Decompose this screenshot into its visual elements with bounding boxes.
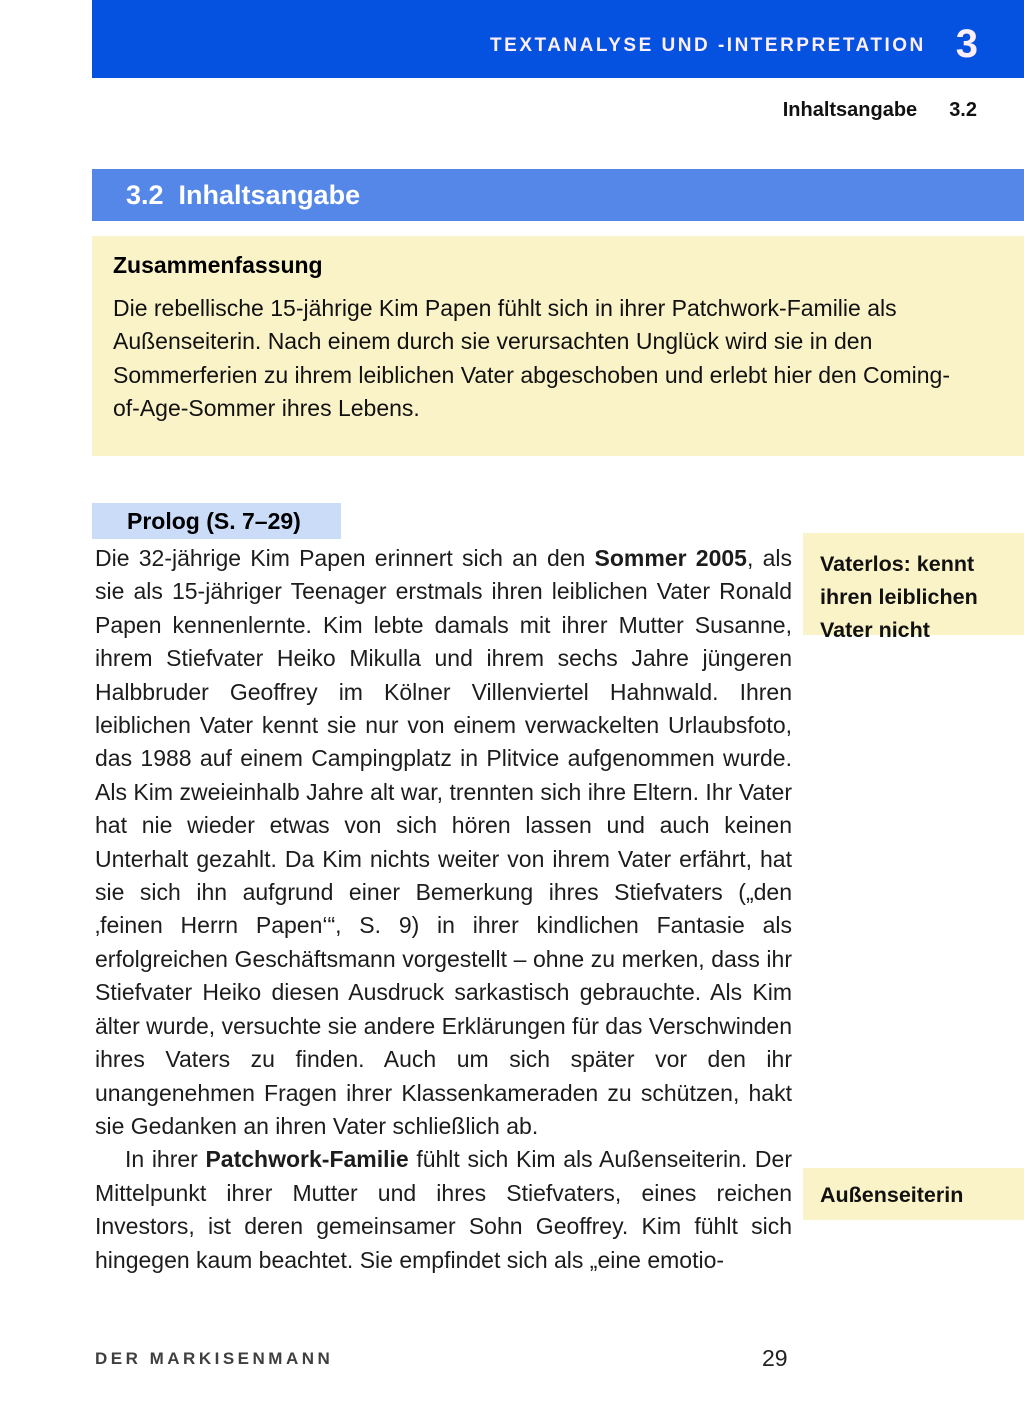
subsection-label-prolog: Prolog (S. 7–29) xyxy=(92,503,341,539)
chapter-number: 3 xyxy=(955,21,978,66)
chapter-header-bar xyxy=(92,0,1024,78)
section-title: Inhaltsangabe xyxy=(178,179,361,210)
body-paragraph: Die 32-jährige Kim Papen erinnert sich an den Sommer 2005, als sie als 15-jähriger Teenager erstmals ihren leiblichen Vater Ronald Papen kennenlernte. Kim lebte damals mit ihrer Mutter Susanne, ihrem Stiefvater Heiko Mikulla und ihrem sechs Jahre jüngeren Halbbruder Geoffrey im Kölner Villenviertel Hahnwald. Ihren leiblichen Vater kennt sie nur von einem verwackelten Urlaubsfoto, das 1988 auf einem Campingplatz in Plitvice aufgenommen wurde. Als Kim zweieinhalb Jahre alt war, trennten sich ihre Eltern. Ihr Vater hat nie wieder etwas von sich hören lassen und auch keinen Unterhalt gezahlt. Da Kim nichts weiter von ihrem Vater erfährt, hat sie sich ihn aufgrund einer Bemerkung ihres Stiefvaters („den ‚feinen Herrn Papen‘“, S. 9) in ihrer kindlichen Fantasie als erfolgreichen Geschäftsmann vorgestellt – ohne zu merken, dass ihr Stiefvater Heiko diesen Ausdruck sarkastisch gebrauchte. Als Kim älter wurde, versuchte sie andere Erklärungen für das Verschwinden ihres Vaters zu finden. Auch um sich später vor den ihr unangenehmen Fragen ihrer Klassenkameraden zu schützen, hakt sie Gedanken an ihren Vater schließlich ab. xyxy=(95,545,792,1139)
margin-note-vaterlos: Vaterlos: kennt ihren leiblichen Vater nicht xyxy=(803,533,1024,635)
running-head-label: Inhaltsangabe xyxy=(782,99,918,121)
summary-title: Zusammenfassung xyxy=(113,252,323,278)
footer-page-number: 29 xyxy=(762,1345,788,1371)
running-head-number: 3.2 xyxy=(949,99,977,121)
margin-note-aussenseiterin: Außenseiterin xyxy=(803,1168,1024,1220)
body-paragraph: In ihrer Patchwork-Familie fühlt sich Kim als Außenseiterin. Der Mittelpunkt ihrer Mutter und ihres Stiefvaters, eines reichen Investors, ist deren gemeinsamer Sohn Geoffrey. Kim fühlt sich hingegen kaum beachtet. Sie empfindet sich als „eine emotio- xyxy=(95,1146,792,1273)
running-head xyxy=(783,99,977,122)
footer-book-title: DER MARKISENMANN xyxy=(95,1349,334,1368)
section-heading xyxy=(92,169,1024,221)
summary-box xyxy=(92,236,1024,456)
chapter-header-title: TEXTANALYSE UND -INTERPRETATION xyxy=(490,35,926,56)
section-number: 3.2 xyxy=(126,179,164,210)
main-body-text xyxy=(95,542,792,1277)
summary-text: Die rebellische 15-jährige Kim Papen fühlt sich in ihrer Patchwork-Familie als Außenseiterin. Nach einem durch sie verursachten Unglück wird sie in den Sommerferien zu ihrem leiblichen Vater abgeschoben und erlebt hier den Coming-of-Age-Sommer ihres Lebens. xyxy=(113,295,950,422)
